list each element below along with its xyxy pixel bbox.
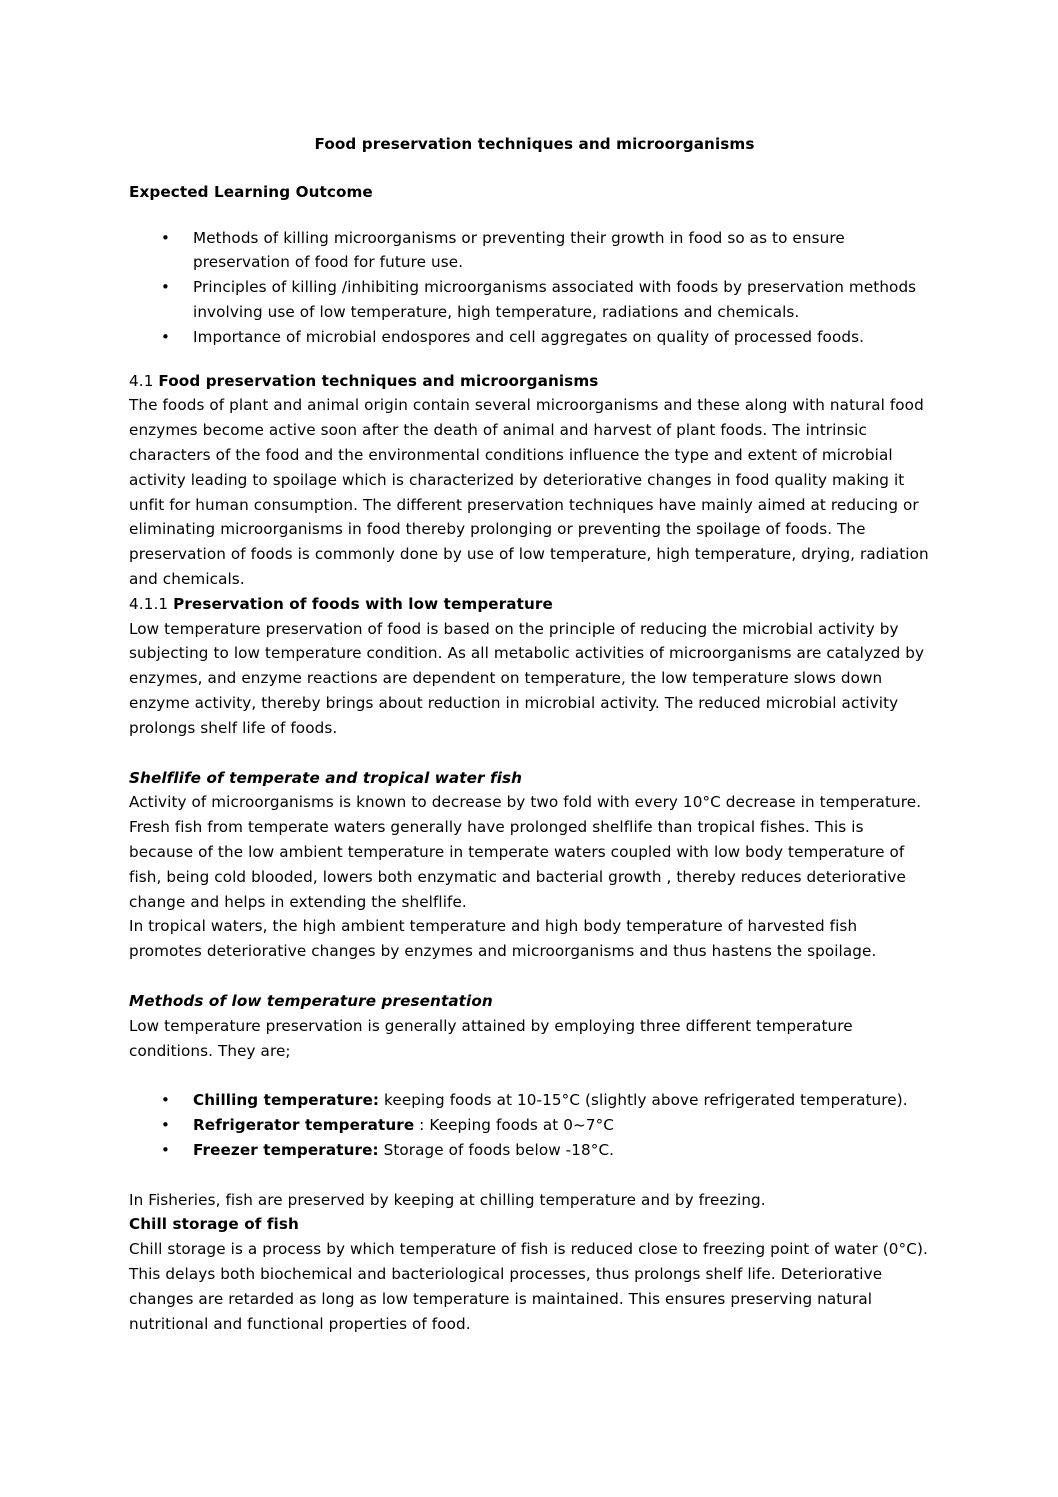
temperature-conditions-list [129,1088,930,1162]
term: Refrigerator temperature [193,1116,415,1135]
section-title: Preservation of foods with low temperature [173,594,553,613]
section-4-1-1-heading [129,592,930,617]
term: Freezer temperature: [193,1140,379,1159]
list-item: • Principles of killing /inhibiting microorganisms associated with foods by preservation methods involving use of low temperature, high temperature, radiations and chemicals. [129,275,930,325]
list-item: • Methods of killing microorganisms or preventing their growth in food so as to ensure preservation of food for future use. [129,226,930,276]
section-title: Food preservation techniques and microorganisms [158,371,599,390]
description: : Keeping foods at 0~7°C [414,1116,615,1135]
section-4-1-paragraph: The foods of plant and animal origin contain several microorganisms and these along with natural food enzymes become active soon after the death of animal and harvest of plant foods. The intrinsic characters of the food and the environmental conditions influence the type and extent of microbial activity leading to spoilage which is characterized by deteriorative changes in food quality making it unfit for human consumption. The different preservation techniques have mainly aimed at reducing or eliminating microorganisms in food thereby prolonging or preventing the spoilage of foods. The preservation of foods is commonly done by use of low temperature, high temperature, drying, radiation and chemicals. [129,396,929,588]
section-number: 4.1.1 [129,594,169,613]
shelflife-paragraph-2: In tropical waters, the high ambient temperature and high body temperature of harvested fish promotes deteriorative changes by enzymes and microorganisms and thus hastens the spoilage. [129,917,877,961]
shelflife-paragraph-1: Activity of microorganisms is known to decrease by two fold with every 10°C decrease in temperature. Fresh fish from temperate waters generally have prolonged shelflife than tropical fishes. This is because of the low ambient temperature in temperate waters coupled with low body temperature of fish, being cold blooded, lowers both enzymatic and bacterial growth , thereby reduces deteriorative change and helps in extending the shelflife. [129,793,922,911]
section-number: 4.1 [129,371,154,390]
section-4-1-1-paragraph: Low temperature preservation of food is based on the principle of reducing the microbial activity by subjecting to low temperature condition. As all metabolic activities of microorganisms are catalyzed by enzymes, and enzyme reactions are dependent on temperature, the low temperature slows down enzyme activity, thereby brings about reduction in microbial activity. The reduced microbial activity prolongs shelf life of foods. [129,619,925,737]
fisheries-note: In Fisheries, fish are preserved by keeping at chilling temperature and by freezing. [129,1190,766,1209]
methods-intro: Low temperature preservation is generally attained by employing three different temperature conditions. They are; [129,1016,853,1060]
learning-outcome-heading: Expected Learning Outcome [129,182,373,201]
chill-storage-paragraph: Chill storage is a process by which temperature of fish is reduced close to freezing point of water (0°C). This delays both biochemical and bacteriological processes, thus prolongs shelf life. Deteriorative changes are retarded as long as low temperature is maintained. This ensures preserving natural nutritional and functional properties of food. [129,1240,928,1333]
list-item [129,1088,930,1113]
description: Storage of foods below -18°C. [378,1140,615,1159]
list-item: • Importance of microbial endospores and cell aggregates on quality of processed foods. [129,325,930,350]
learning-outcome-list [129,226,930,350]
description: keeping foods at 10-15°C (slightly above refrigerated temperature). [379,1091,908,1110]
chill-storage-heading: Chill storage of fish [129,1215,299,1234]
methods-heading: Methods of low temperature presentation [129,991,493,1010]
list-item [129,1138,930,1163]
document-title: Food preservation techniques and microorganisms [314,135,755,153]
section-4-1-heading [129,369,930,394]
shelflife-heading: Shelflife of temperate and tropical water fish [129,768,523,787]
list-item [129,1113,930,1138]
term: Chilling temperature: [193,1091,380,1110]
